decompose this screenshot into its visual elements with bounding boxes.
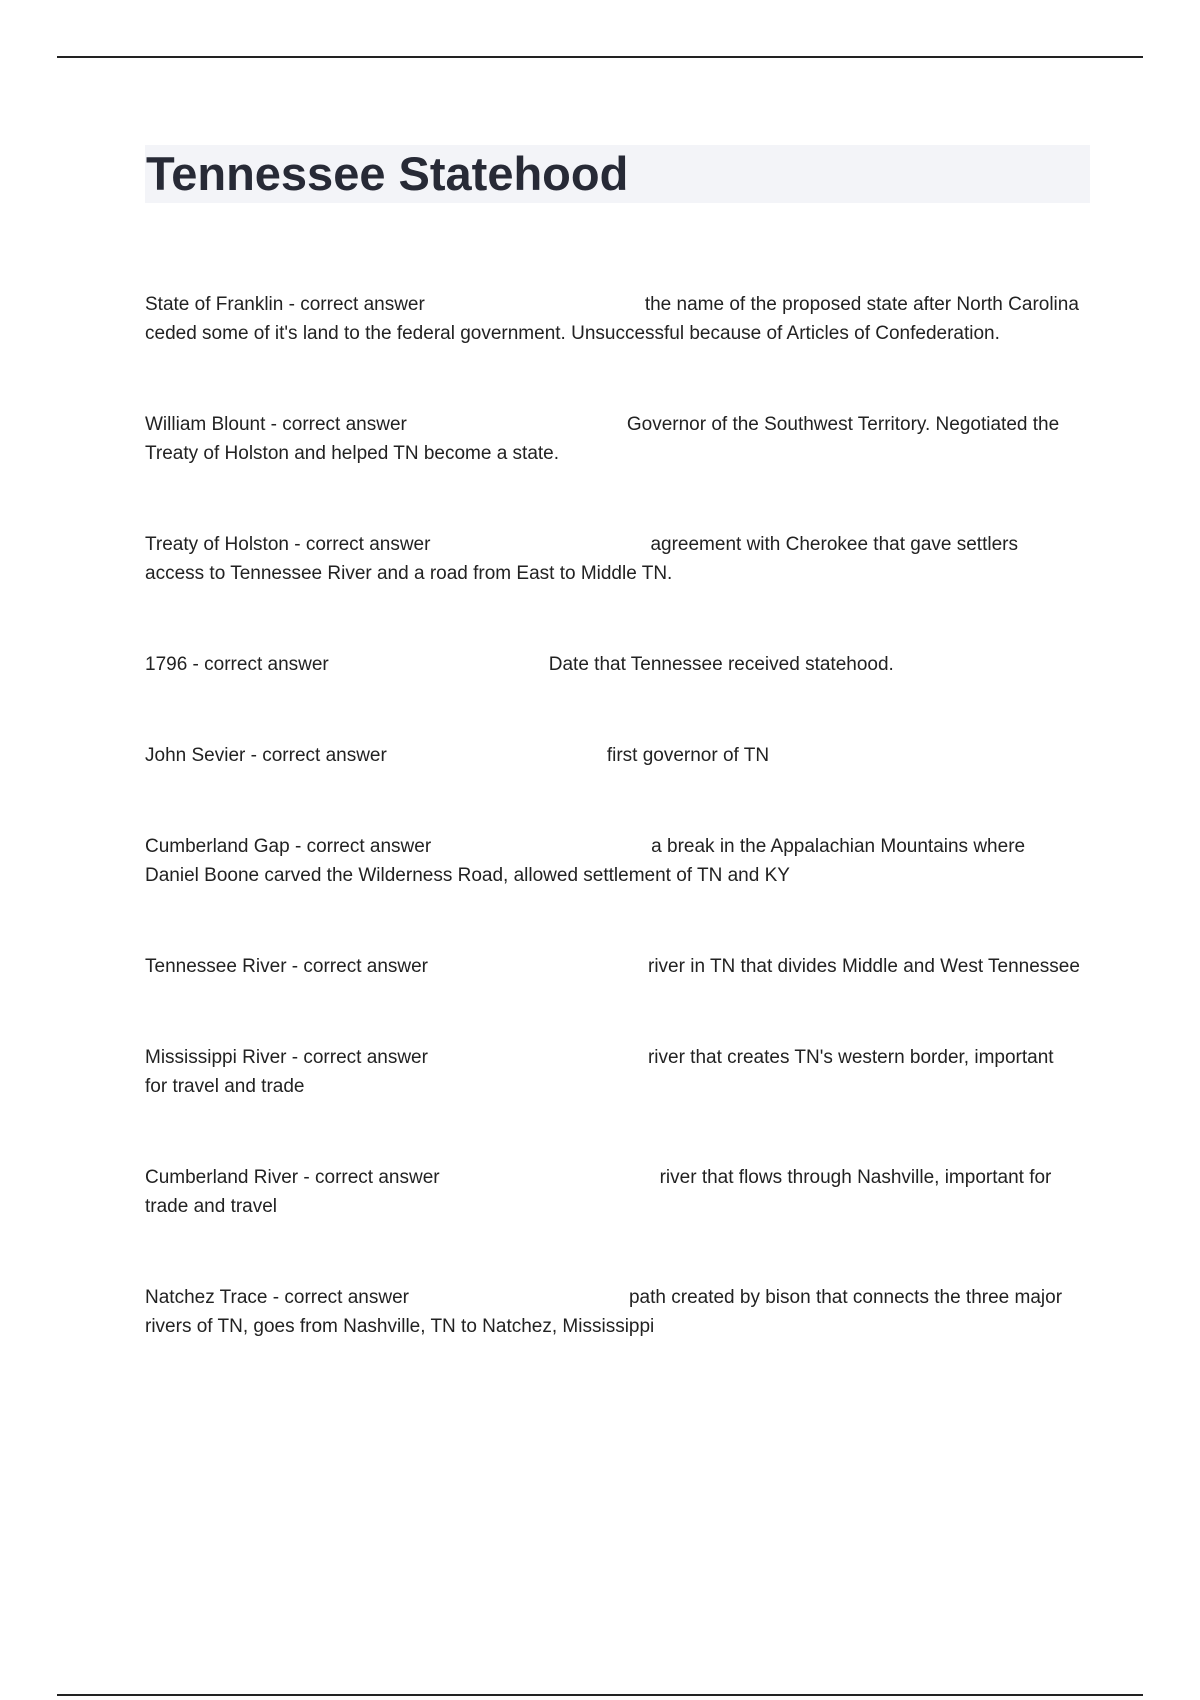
entry-definition: Governor of the Southwest Territory. Negotiated the Treaty of Holston and helped TN become a state. — [145, 414, 1060, 464]
entry-term: Mississippi River - correct answer — [145, 1047, 428, 1068]
page-title: Tennessee Statehood — [146, 147, 629, 200]
entry-term: Cumberland River - correct answer — [145, 1167, 440, 1188]
entry-definition: the name of the proposed state after North Carolina ceded some of it's land to the federal government. Unsuccessful because of Articles of Confederation. — [145, 294, 1079, 344]
entry-definition: first governor of TN — [606, 745, 770, 766]
entry-term: State of Franklin - correct answer — [145, 294, 425, 315]
entry-term: Treaty of Holston - correct answer — [145, 534, 431, 555]
entry-term: John Sevier - correct answer — [145, 745, 387, 766]
entry-definition: river that flows through Nashville, important for trade and travel — [145, 1167, 1052, 1217]
entry-definition: agreement with Cherokee that gave settlers access to Tennessee River and a road from East to Middle TN. — [145, 534, 1018, 584]
entry-definition: a break in the Appalachian Mountains where Daniel Boone carved the Wilderness Road, allowed settlement of TN and KY — [145, 836, 1026, 886]
flashcard-entry — [145, 741, 1080, 770]
flashcard-entry — [145, 1163, 1080, 1221]
entry-definition: river in TN that divides Middle and West Tennessee — [648, 956, 1080, 977]
footer-rule — [57, 1694, 1143, 1696]
flashcard-entry — [145, 530, 1080, 588]
entry-term: Tennessee River - correct answer — [145, 956, 428, 977]
entry-term: William Blount - correct answer — [145, 414, 407, 435]
entry-term: 1796 - correct answer — [145, 654, 329, 675]
entry-term: Cumberland Gap - correct answer — [145, 836, 432, 857]
flashcard-entry — [145, 650, 1080, 679]
flashcard-entry — [145, 832, 1080, 890]
flashcard-entry — [145, 952, 1080, 981]
flashcard-entry — [145, 1043, 1080, 1101]
flashcard-entry — [145, 290, 1080, 348]
entry-definition: path created by bison that connects the three major rivers of TN, goes from Nashville, TN to Natchez, Mississippi — [145, 1287, 1063, 1337]
header-rule — [57, 56, 1143, 58]
flashcard-entry — [145, 1283, 1080, 1341]
entry-definition: river that creates TN's western border, important for travel and trade — [145, 1047, 1054, 1097]
flashcard-list — [145, 290, 1080, 1403]
flashcard-entry — [145, 410, 1080, 468]
entry-term: Natchez Trace - correct answer — [145, 1287, 409, 1308]
entry-definition: Date that Tennessee received statehood. — [548, 654, 894, 675]
